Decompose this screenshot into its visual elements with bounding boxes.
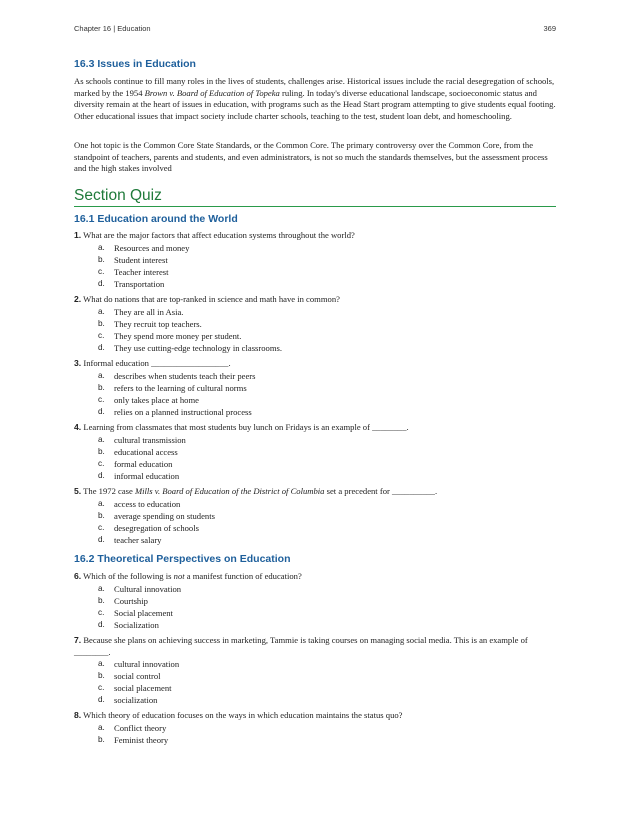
- option[interactable]: [98, 434, 556, 446]
- option-text: Cultural innovation: [114, 583, 182, 594]
- option-text: They recruit top teachers.: [114, 318, 202, 329]
- paragraph-text: One hot topic is the Common Core State Standards, or the Common Core. The primary controversy over the Common Core, from the standpoint of teachers, parents and students, and even administrators, is not so much the standards themselves, but the assessment process and the high stakes involved: [74, 140, 548, 174]
- option[interactable]: [98, 470, 556, 482]
- question-4: [74, 422, 556, 482]
- option-letter: b.: [98, 318, 105, 328]
- case-name: Mills v. Board of Education of the District of Columbia: [134, 486, 325, 496]
- option-text: social placement: [114, 683, 172, 694]
- option-text: only takes place at home: [114, 394, 199, 405]
- question-number: 3.: [74, 358, 82, 368]
- option-letter: b.: [98, 734, 105, 744]
- option[interactable]: [98, 583, 556, 595]
- option[interactable]: [98, 394, 556, 406]
- option[interactable]: [98, 534, 556, 546]
- option[interactable]: [98, 254, 556, 266]
- option-letter: d.: [98, 534, 105, 544]
- option-letter: a.: [98, 498, 105, 508]
- option-letter: b.: [98, 671, 105, 681]
- option-text: They spend more money per student.: [114, 330, 242, 341]
- answer-options: [74, 722, 556, 746]
- option-letter: d.: [98, 695, 105, 705]
- option-text: Social placement: [114, 607, 173, 618]
- option-letter: b.: [98, 254, 105, 264]
- question-text: What do nations that are top-ranked in science and math have in common?: [83, 294, 340, 304]
- option[interactable]: [98, 682, 556, 694]
- paragraph-text: As schools continue to fill many roles in the lives of students, challenges arise. Historical issues include the racial desegregation of schools, marked by the 1954: [74, 76, 555, 98]
- option-text: teacher salary: [114, 534, 162, 545]
- option-text: social control: [114, 671, 161, 682]
- question-text: Learning from classmates that most students buy lunch on Fridays is an example of ________.: [83, 422, 409, 432]
- option-text: cultural transmission: [114, 434, 186, 445]
- paragraph-text: ruling. In today's diverse educational landscape, socioeconomic status and diversity remain at the heart of issues in education, with programs such as the Head Start program attempting to give students equal footing. Other educational issues that impact society include charter schools, teaching to the test, student loan debt, and homeschooling.: [74, 87, 556, 121]
- question-3: [74, 358, 556, 418]
- option-letter: d.: [98, 278, 105, 288]
- option-text: refers to the learning of cultural norms: [114, 382, 247, 393]
- question-number: 1.: [74, 230, 82, 240]
- question-8: [74, 710, 556, 746]
- option-letter: c.: [98, 458, 105, 468]
- question-text: What are the major factors that affect education systems throughout the world?: [83, 230, 355, 240]
- section-heading: 16.1 Education around the World: [74, 213, 238, 225]
- question-2: [74, 294, 556, 354]
- option[interactable]: [98, 242, 556, 254]
- section-16-3-paragraph-2: [74, 140, 556, 175]
- option-text: Resources and money: [114, 242, 190, 253]
- option[interactable]: [98, 278, 556, 290]
- option-letter: c.: [98, 394, 105, 404]
- answer-options: [74, 434, 556, 482]
- section-heading: 16.3 Issues in Education: [74, 58, 196, 70]
- question-number: 8.: [74, 710, 82, 720]
- section-heading: 16.2 Theoretical Perspectives on Education: [74, 553, 291, 565]
- section-quiz-header: [74, 187, 556, 207]
- option[interactable]: [98, 370, 556, 382]
- question-number: 2.: [74, 294, 82, 304]
- option[interactable]: [98, 658, 556, 670]
- option[interactable]: [98, 734, 556, 746]
- option-text: educational access: [114, 446, 178, 457]
- option-text: Teacher interest: [114, 266, 169, 277]
- answer-options: [74, 583, 556, 631]
- emphasis: not: [173, 571, 185, 581]
- option-letter: c.: [98, 607, 105, 617]
- option[interactable]: [98, 498, 556, 510]
- option-letter: a.: [98, 583, 105, 593]
- question-5: [74, 486, 556, 546]
- option-letter: b.: [98, 382, 105, 392]
- option[interactable]: [98, 330, 556, 342]
- option-text: Conflict theory: [114, 722, 167, 733]
- option-text: Courtship: [114, 595, 148, 606]
- option[interactable]: [98, 406, 556, 418]
- option[interactable]: [98, 595, 556, 607]
- quiz-title: Section Quiz: [74, 187, 556, 207]
- option[interactable]: [98, 670, 556, 682]
- question-text: Which theory of education focuses on the ways in which education maintains the status quo?: [83, 710, 403, 720]
- option-letter: c.: [98, 330, 105, 340]
- question-number: 7.: [74, 635, 82, 645]
- chapter-label: Chapter 16 | Education: [74, 24, 151, 33]
- option-letter: d.: [98, 470, 105, 480]
- option-letter: a.: [98, 434, 105, 444]
- page-number: 369: [543, 24, 556, 33]
- option-text: Feminist theory: [114, 734, 169, 745]
- option-text: Transportation: [114, 278, 165, 289]
- section-16-3-paragraph-1: [74, 76, 556, 122]
- question-text: a manifest function of education?: [184, 571, 302, 581]
- option[interactable]: [98, 458, 556, 470]
- option-letter: b.: [98, 595, 105, 605]
- option[interactable]: [98, 382, 556, 394]
- section-16-3: [74, 58, 556, 70]
- question-number: 5.: [74, 486, 82, 496]
- option[interactable]: [98, 318, 556, 330]
- option-text: They use cutting-edge technology in classrooms.: [114, 342, 283, 353]
- option-letter: a.: [98, 242, 105, 252]
- option-letter: c.: [98, 266, 105, 276]
- question-text: The 1972 case: [83, 486, 135, 496]
- option-text: average spending on students: [114, 510, 215, 521]
- quiz-section-16-1: [74, 213, 556, 225]
- answer-options: [74, 242, 556, 290]
- option-text: cultural innovation: [114, 659, 180, 670]
- answer-options: [74, 370, 556, 418]
- option-letter: b.: [98, 446, 105, 456]
- option-letter: a.: [98, 370, 105, 380]
- question-number: 6.: [74, 571, 82, 581]
- option-letter: d.: [98, 342, 105, 352]
- option-text: Socialization: [114, 619, 159, 630]
- question-text: Because she plans on achieving success in marketing, Tammie is taking courses on managing social media. This is an example of ________.: [74, 635, 528, 657]
- case-name: Brown v. Board of Education of Topeka: [144, 87, 280, 98]
- option-text: describes when students teach their peers: [114, 370, 256, 381]
- running-header: [74, 24, 556, 33]
- quiz-section-16-2: [74, 553, 556, 565]
- option-text: They are all in Asia.: [114, 306, 184, 317]
- option-letter: a.: [98, 722, 105, 732]
- option-text: access to education: [114, 498, 181, 509]
- answer-options: [74, 498, 556, 546]
- option-letter: c.: [98, 522, 105, 532]
- option-text: informal education: [114, 470, 180, 481]
- option-letter: d.: [98, 619, 105, 629]
- question-1: [74, 230, 556, 290]
- option-letter: a.: [98, 659, 105, 669]
- question-text: set a precedent for __________.: [324, 486, 438, 496]
- answer-options: [74, 306, 556, 354]
- question-text: Which of the following is: [83, 571, 174, 581]
- option-text: desegregation of schools: [114, 522, 199, 533]
- option-letter: d.: [98, 406, 105, 416]
- option[interactable]: [98, 342, 556, 354]
- option-letter: c.: [98, 683, 105, 693]
- option[interactable]: [98, 306, 556, 318]
- option[interactable]: [98, 607, 556, 619]
- option[interactable]: [98, 722, 556, 734]
- option-text: relies on a planned instructional process: [114, 406, 252, 417]
- option-letter: b.: [98, 510, 105, 520]
- question-number: 4.: [74, 422, 82, 432]
- option-text: Student interest: [114, 254, 168, 265]
- option-text: socialization: [114, 695, 158, 706]
- question-7: [74, 635, 556, 706]
- option[interactable]: [98, 694, 556, 706]
- option[interactable]: [98, 522, 556, 534]
- question-6: [74, 571, 556, 631]
- question-text: Informal education __________________.: [83, 358, 231, 368]
- option-letter: a.: [98, 306, 105, 316]
- option[interactable]: [98, 510, 556, 522]
- option[interactable]: [98, 619, 556, 631]
- option[interactable]: [98, 446, 556, 458]
- option[interactable]: [98, 266, 556, 278]
- answer-options: [74, 658, 556, 706]
- option-text: formal education: [114, 458, 173, 469]
